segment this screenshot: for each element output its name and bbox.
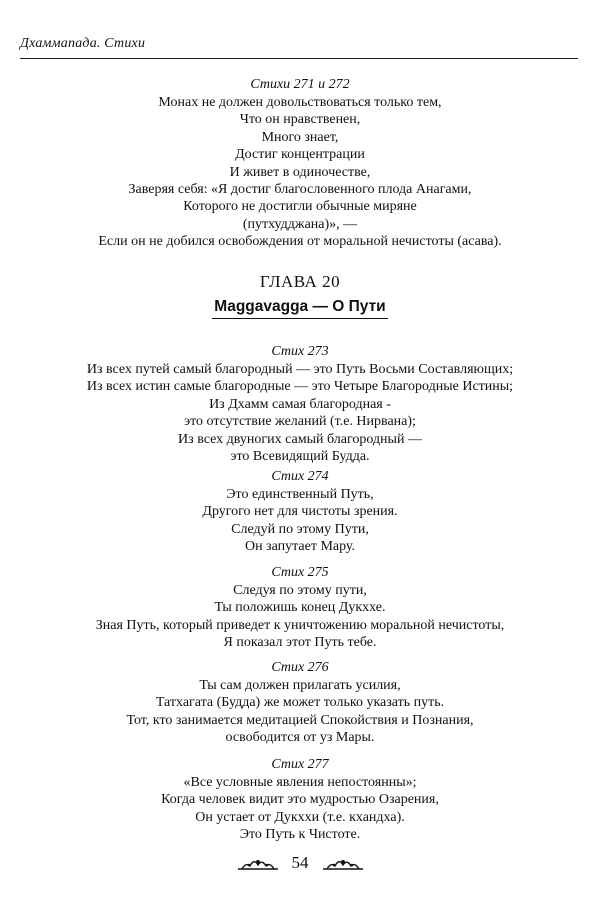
verse-line: Из Дхамм самая благородная - (209, 396, 391, 412)
verse-title: Стихи 271 и 272 (250, 77, 350, 92)
verse-title: Стих 274 (271, 469, 329, 484)
verse-line: Другого нет для чистоты зрения. (202, 504, 398, 520)
verse-block-275 (0, 564, 600, 652)
verse-line: Монах не должен довольствоваться только тем, (158, 95, 442, 110)
verse-line: Я показал этот Путь тебе. (223, 635, 377, 651)
page-footer (0, 853, 600, 873)
verse-block-277 (0, 756, 600, 844)
verse-line: (путхудджана)», — (242, 216, 358, 232)
verse-line: Если он не добился освобождения от моральной нечистоты (асава). (98, 234, 502, 250)
verse-line: «Все условные явления непостоянны»; (183, 775, 417, 790)
page-number: 54 (291, 853, 309, 872)
verse-line: Ты сам должен прилагать усилия, (199, 678, 401, 693)
verse-line: Это единственный Путь, (226, 487, 374, 502)
verse-line: Что он нравственен, (239, 112, 361, 128)
verse-block-274 (0, 468, 600, 556)
verse-line: И живет в одиночестве, (229, 164, 371, 180)
verse-line: Которого не достигли обычные миряне (183, 199, 417, 215)
verse-line: Из всех двуногих самый благородный — (178, 431, 422, 447)
running-header: Дхаммапада. Стихи (20, 36, 146, 51)
verse-line: это отсутствие желаний (т.е. Нирвана); (184, 414, 416, 430)
verse-line: Из всех истин самые благородные — это Четыре Благородные Истины; (86, 379, 514, 395)
ornament-right-icon (321, 854, 365, 872)
verse-line: освободится от уз Мары. (225, 730, 375, 746)
verse-line: это Всевидящий Будда. (230, 449, 370, 465)
verse-line: Из всех путей самый благородный — это Путь Восьми Составляющих; (86, 362, 514, 377)
verse-title: Стих 277 (271, 757, 329, 772)
ornament-left-icon (236, 854, 280, 872)
verse-line: Это Путь к Чистоте. (239, 827, 361, 843)
verse-block-273 (0, 343, 600, 465)
verse-line: Он устает от Дукххи (т.е. кхандха). (195, 809, 405, 825)
verse-line: Он запутает Мару. (244, 539, 356, 555)
verse-line: Много знает, (261, 129, 339, 145)
verse-block-276 (0, 659, 600, 747)
verse-line: Когда человек видит это мудростью Озарения, (161, 792, 439, 808)
verse-line: Следуя по этому пути, (233, 583, 367, 598)
chapter-title-wrapper (0, 298, 600, 316)
verse-line: Зная Путь, который приведет к уничтожению моральной нечистоты, (95, 617, 505, 633)
verse-line: Следуй по этому Пути, (231, 521, 369, 537)
verse-title: Стих 275 (271, 565, 329, 580)
verse-title: Стих 276 (271, 660, 329, 675)
verse-line: Тот, кто занимается медитацией Спокойствия и Познания, (126, 712, 474, 728)
verse-line: Татхагата (Будда) же может только указать путь. (155, 695, 445, 711)
verse-line: Ты положишь конец Дукххе. (214, 600, 386, 616)
chapter-title: Maggavagga — О Пути (212, 298, 387, 319)
chapter-label: ГЛАВА 20 (259, 272, 341, 291)
verse-line: Достиг концентрации (235, 147, 365, 163)
verse-block-271-272 (0, 76, 600, 251)
verse-line: Заверяя себя: «Я достиг благословенного плода Анагами, (128, 182, 472, 198)
verse-title: Стих 273 (271, 344, 329, 359)
header-divider (20, 58, 578, 59)
